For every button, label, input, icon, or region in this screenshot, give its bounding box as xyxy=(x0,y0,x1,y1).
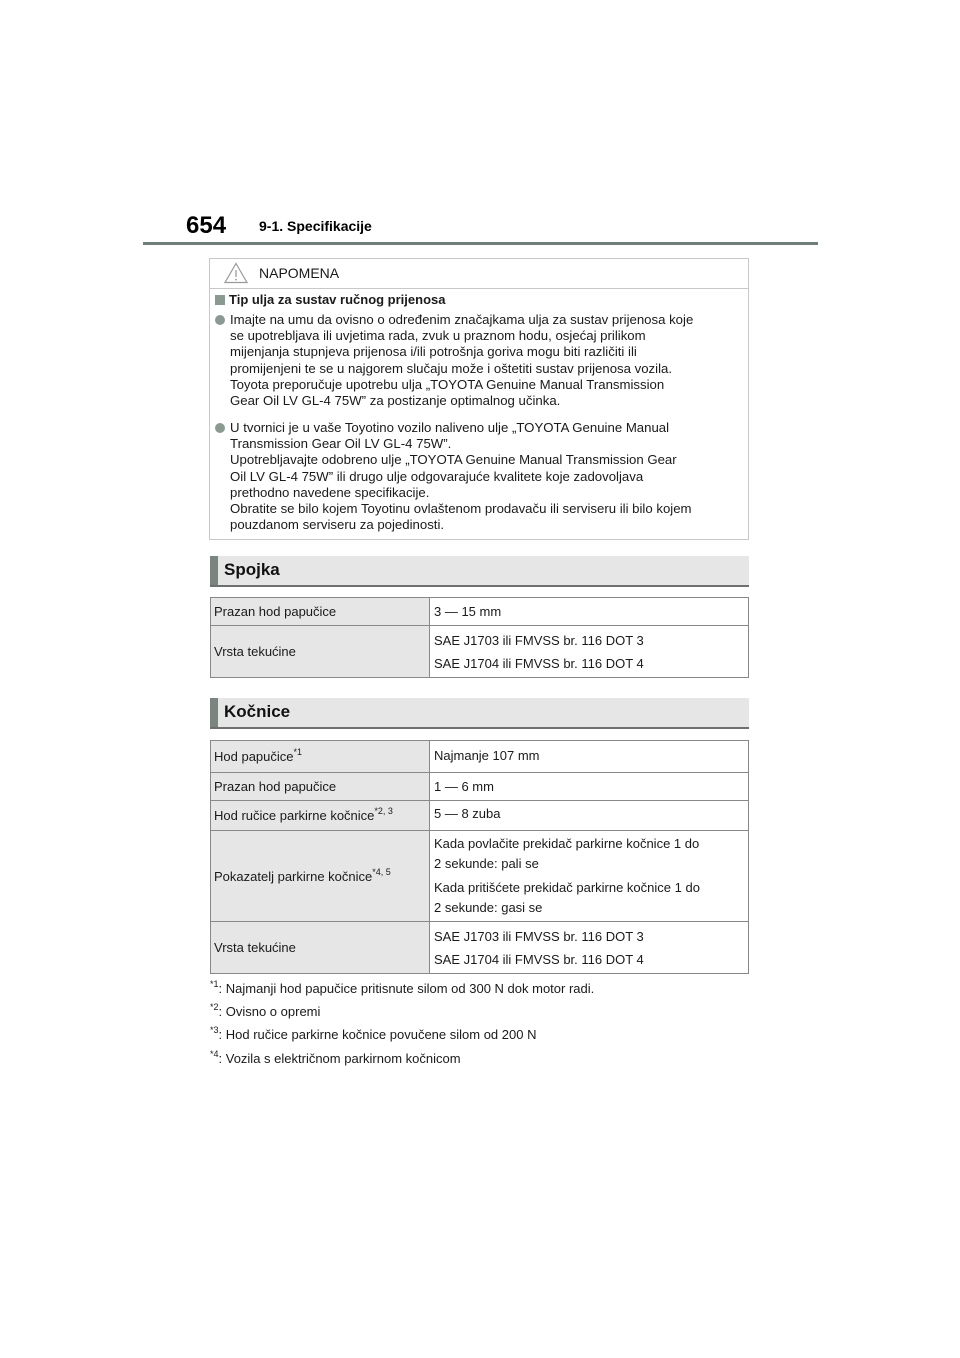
footnote: $^{*4}$: Vozila s električnom parkirnom kočnicom xyxy=(210,1049,461,1066)
note-bullet xyxy=(215,420,745,533)
table-row xyxy=(211,773,749,801)
table-value: 5 — 8 zuba xyxy=(430,801,749,831)
note-line: pouzdanom serviseru za pojedinosti. xyxy=(230,517,445,533)
table-row xyxy=(211,922,749,974)
header-rule xyxy=(143,242,818,245)
table-key: Hod ručice parkirne kočnice$^{*2, 3}$ xyxy=(211,801,430,831)
clutch-table xyxy=(210,597,749,678)
note-line: se upotrebljava ili uvjetima rada, zvuk u praznom hodu, osjećaj prilikom xyxy=(230,328,646,344)
brakes-title: Kočnice xyxy=(224,702,291,721)
note-line: mijenjanja stupnjeva prijenosa i/ili potrošnja goriva mogu biti različiti ili xyxy=(230,344,637,360)
note-bullet xyxy=(215,312,745,409)
note-line: U tvornici je u vaše Toyotino vozilo naliveno ulje „TOYOTA Genuine Manual xyxy=(230,420,670,435)
note-line: Transmission Gear Oil LV GL-4 75W”. xyxy=(230,436,452,452)
bullet-dot-icon xyxy=(215,423,225,433)
table-key: Prazan hod papučice xyxy=(211,598,430,626)
note-line: Obratite se bilo kojem Toyotinu ovlaštenom prodavaču ili serviseru ili bilo kojem xyxy=(230,501,692,517)
square-bullet-icon xyxy=(215,295,225,305)
table-row xyxy=(211,598,749,626)
table-row xyxy=(211,831,749,922)
warning-icon xyxy=(224,262,248,284)
table-key: Hod papučice$^{*1}$ xyxy=(211,741,430,773)
section-title: 9-1. Specifikacije xyxy=(259,218,372,234)
note-line: Oil LV GL-4 75W” ili drugo ulje odgovarajuće kvalitete koje zadovoljava xyxy=(230,468,644,484)
table-value: SAE J1703 ili FMVSS br. 116 DOT 3 SAE J1704 ili FMVSS br. 116 DOT 4 xyxy=(430,626,749,678)
note-line: Imajte na umu da ovisno o određenim značajkama ulja za sustav prijenosa koje xyxy=(230,312,694,327)
note-line: Gear Oil LV GL-4 75W” za postizanje optimalnog učinka. xyxy=(230,393,561,409)
table-key: Vrsta tekućine xyxy=(211,626,430,678)
table-key: Pokazatelj parkirne kočnice$^{*4, 5}$ xyxy=(211,831,430,922)
footnote: $^{*1}$: Najmanji hod papučice pritisnute silom od 300 N dok motor radi. xyxy=(210,979,595,996)
footnote: $^{*3}$: Hod ručice parkirne kočnice povučene silom od 200 N xyxy=(210,1025,537,1042)
table-key: Prazan hod papučice xyxy=(211,773,430,801)
note-title: NAPOMENA xyxy=(259,265,340,281)
clutch-title: Spojka xyxy=(224,560,280,579)
table-value: 1 — 6 mm xyxy=(430,773,749,801)
bullet-dot-icon xyxy=(215,315,225,325)
brakes-section-heading xyxy=(210,698,749,729)
note-header xyxy=(210,259,748,289)
table-value: Kada povlačite prekidač parkirne kočnice 1 do 2 sekunde: pali se Kada pritišćete prekidač parkirne kočnice 1 do 2 sekunde: gasi se xyxy=(430,831,749,922)
table-key: Vrsta tekućine xyxy=(211,922,430,974)
table-value: Najmanje 107 mm xyxy=(430,741,749,773)
note-subheading: Tip ulja za sustav ručnog prijenosa xyxy=(215,292,445,307)
footnote: $^{*2}$: Ovisno o opremi xyxy=(210,1002,321,1019)
note-line: Toyota preporučuje upotrebu ulja „TOYOTA Genuine Manual Transmission xyxy=(230,376,665,392)
brakes-table xyxy=(210,740,749,974)
clutch-section-heading xyxy=(210,556,749,587)
heading-bar xyxy=(210,556,218,585)
note-line: promijenjeni te se u najgorem slučaju može i oštetiti sustav prijenosa vozila. xyxy=(230,360,672,376)
table-value: 3 — 15 mm xyxy=(430,598,749,626)
table-value: SAE J1703 ili FMVSS br. 116 DOT 3 SAE J1704 ili FMVSS br. 116 DOT 4 xyxy=(430,922,749,974)
table-row xyxy=(211,626,749,678)
heading-bar xyxy=(210,698,218,727)
table-row xyxy=(211,801,749,831)
note-line: prethodno navedene specifikacije. xyxy=(230,484,430,500)
page-number: 654 xyxy=(186,212,227,239)
table-row xyxy=(211,741,749,773)
note-box xyxy=(209,258,749,540)
note-line: Upotrebljavajte odobreno ulje „TOYOTA Genuine Manual Transmission Gear xyxy=(230,452,677,468)
